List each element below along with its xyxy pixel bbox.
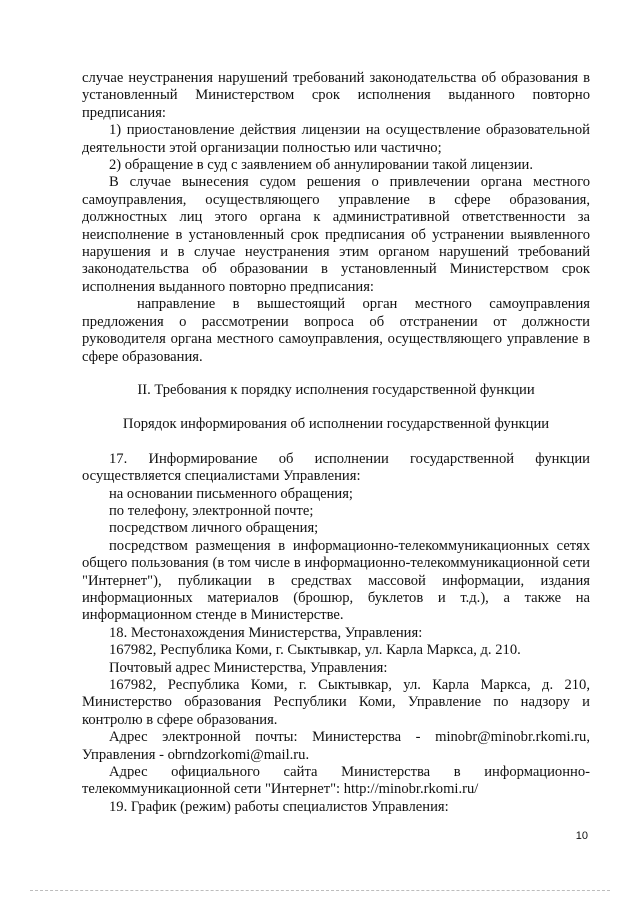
item-17: 17. Информирование об исполнении государственной функции осуществляется специалистами Управления: (82, 450, 590, 485)
item-phone-email: по телефону, электронной почте; (109, 502, 314, 519)
subsection-heading: Порядок информирования об исполнении государственной функции (122, 416, 550, 433)
item-personal-visit: посредством личного обращения; (109, 520, 319, 537)
item-publication: посредством размещения в информационно-телекоммуникационных сетях общего пользования (в том числе в информационно-телекоммуникационной сети "Интернет"), публикации в средствах массовой информации, издания информационных материалов (брошюр, буклетов и т.д.), а также на информационном стенде в Министерстве. (82, 537, 590, 624)
item-location-address: 167982, Республика Коми, г. Сыктывкар, ул. Карла Маркса, д. 210. (109, 642, 521, 659)
item-19: 19. График (режим) работы специалистов Управления: (109, 798, 449, 815)
footer-divider (30, 890, 610, 891)
document-body (82, 70, 590, 816)
page-number: 10 (575, 830, 588, 842)
item-18: 18. Местонахождения Министерства, Управления: (109, 624, 423, 641)
paragraph-item-1: 1) приостановление действия лицензии на осуществление образовательной деятельности этой организации полностью или частично; (82, 122, 590, 156)
paragraph-continuation: случае неустранения нарушений требований законодательства об образования в установленный Министерством срок исполнения выданного повторно предписания: (82, 70, 590, 121)
paragraph-item-2: 2) обращение в суд с заявлением об аннулировании такой лицензии. (109, 157, 533, 174)
paragraph-court-decision: В случае вынесения судом решения о привлечении органа местного самоуправления, осуществляющего управление в сфере образования, должностных лиц этого органа к административной ответственности за неисполнение в установленный срок предписания об устранении выявленного нарушения и в случае неустранения этим органом нарушений требований законодательства об образовании в установленный Министерством срок исполнения выданного повторно предписания: (82, 174, 590, 295)
paragraph-referral: направление в вышестоящий орган местного самоуправления предложения о рассмотрении вопроса об отстранении от должности руководителя органа местного самоуправления, осуществляющего управление в сфере образования. (82, 296, 590, 365)
item-written-request: на основании письменного обращения; (109, 485, 353, 502)
item-postal-address: 167982, Республика Коми, г. Сыктывкар, ул. Карла Маркса, д. 210, Министерство образования Республики Коми, Управление по надзору и контролю в сфере образования. (82, 677, 590, 728)
item-email: Адрес электронной почты: Министерства - minobr@minobr.rkomi.ru, Управления - obrndzorkomi@mail.ru. (82, 729, 590, 763)
section-heading: II. Требования к порядку исполнения государственной функции (137, 381, 535, 398)
item-postal-title: Почтовый адрес Министерства, Управления: (109, 659, 388, 676)
item-website: Адрес официального сайта Министерства в информационно-телекоммуникационной сети "Интернет": http://minobr.rkomi.ru/ (82, 764, 590, 798)
